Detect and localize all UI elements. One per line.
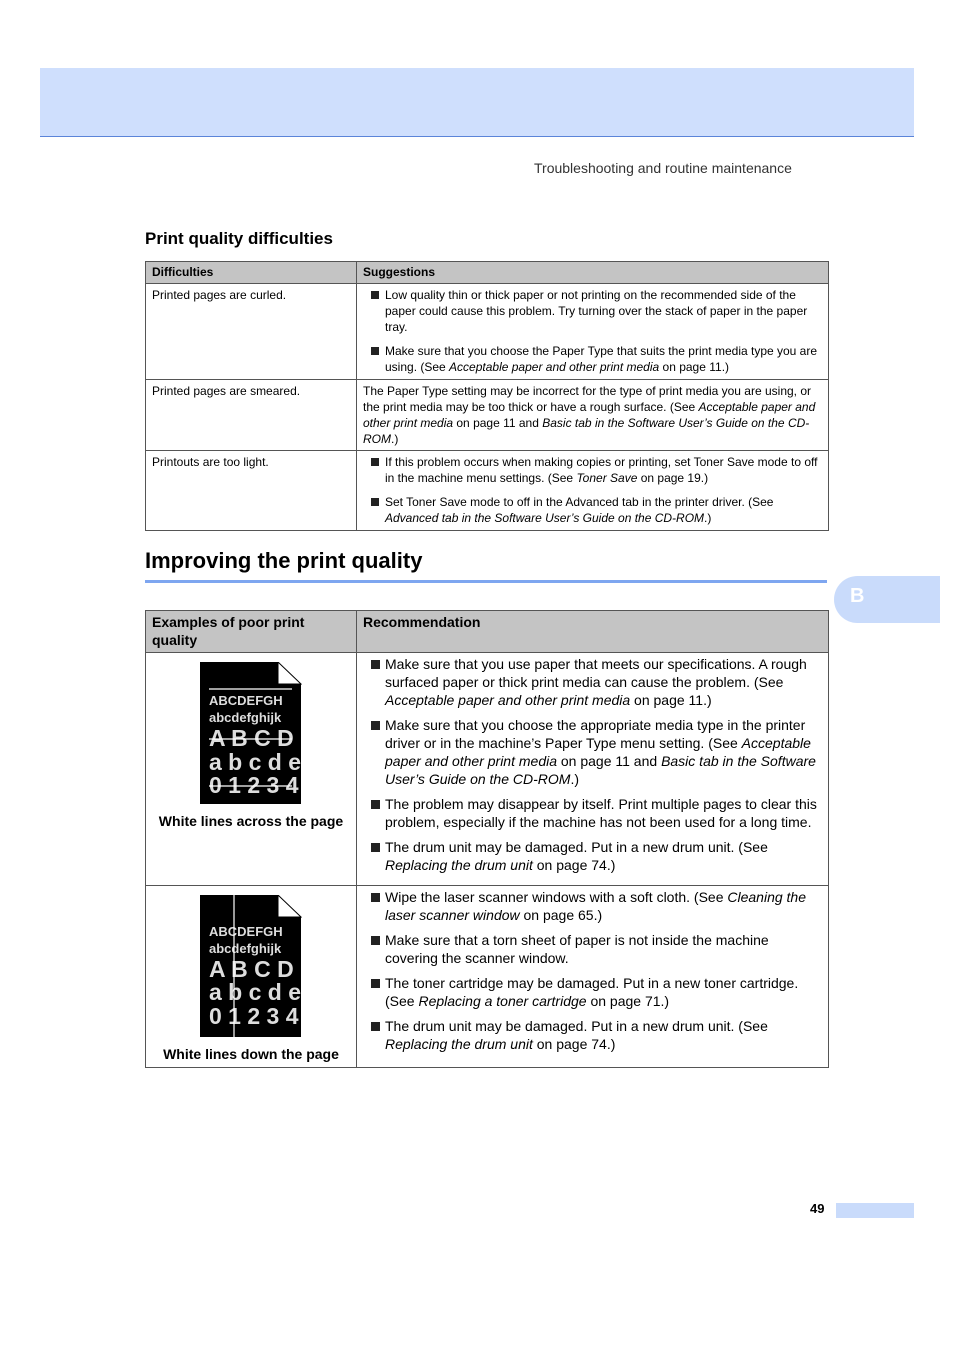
suggestion-cell <box>357 451 829 531</box>
table-row <box>146 451 829 531</box>
item-text: .) <box>704 511 712 525</box>
suggestion-cell <box>357 284 829 380</box>
difficulty-cell: Printed pages are smeared. <box>146 380 357 451</box>
item-text: Make sure that a torn sheet of paper is not inside the machine covering the scanner window. <box>385 932 769 966</box>
item-text: on page 71.) <box>586 993 670 1009</box>
item-text: on page 74.) <box>532 1036 616 1052</box>
list-item <box>363 716 822 788</box>
cross-reference: Acceptable paper and other print media <box>385 692 631 708</box>
sample-text-line: A B C D <box>209 956 294 982</box>
table-row <box>146 886 829 1068</box>
cross-reference: Replacing the drum unit <box>385 1036 533 1052</box>
page-number: 49 <box>810 1201 825 1216</box>
cross-reference: Replacing the drum unit <box>385 857 533 873</box>
item-text: Make sure that you choose the Paper Type that suits the print media type you are using. (See <box>385 344 818 374</box>
chapter-tab-label: B <box>850 585 865 607</box>
suggestion-list <box>363 287 822 375</box>
item-text: on page 74.) <box>532 857 616 873</box>
cross-reference: Advanced tab in the Software User’s Guide on the CD-ROM <box>385 511 705 525</box>
item-text: Set Toner Save mode to off in the Advanced tab in the printer driver. (See <box>385 495 774 509</box>
list-item <box>363 795 822 831</box>
sample-text-line: a b c d e <box>209 749 302 775</box>
list-item <box>363 974 822 1010</box>
example-caption: White lines down the page <box>163 1046 339 1062</box>
cross-reference: Acceptable paper and other print media <box>385 735 811 769</box>
table-header-row <box>146 611 829 653</box>
table-row <box>146 380 829 451</box>
item-text: If this problem occurs when making copies or printing, set Toner Save mode to off in the machine menu settings. (See <box>385 455 818 485</box>
suggestion-list <box>363 454 822 526</box>
item-text: The drum unit may be damaged. Put in a new drum unit. (See <box>385 1018 768 1034</box>
item-text: on page 65.) <box>519 907 603 923</box>
example-caption: White lines across the page <box>158 813 344 829</box>
item-text: on page 11 and <box>453 416 543 430</box>
difficulties-table <box>145 261 829 531</box>
sample-text-line: 0 1 2 3 4 <box>209 1003 299 1029</box>
list-item <box>363 454 822 486</box>
table-row <box>146 653 829 886</box>
recommendation-table <box>145 610 829 1068</box>
item-text: Make sure that you use paper that meets our specifications. A rough surfaced paper or thick print media can cause the problem. (See <box>385 656 807 690</box>
list-item <box>363 343 822 375</box>
item-text: on page 19.) <box>637 471 709 485</box>
heading-rule <box>145 580 827 583</box>
cross-reference: Basic tab in the Software User’s Guide on the CD-ROM <box>385 753 816 787</box>
section-heading-print-quality-difficulties: Print quality difficulties <box>145 229 333 248</box>
list-item <box>363 931 822 967</box>
chapter-tab <box>834 576 940 623</box>
list-item <box>363 1017 822 1053</box>
list-item: Low quality thin or thick paper or not printing on the recommended side of the paper could cause this problem. Try turning over the stack of paper in the paper tray. <box>363 287 822 335</box>
column-header-difficulties: Difficulties <box>146 262 357 284</box>
difficulty-cell: Printed pages are curled. <box>146 284 357 380</box>
recommendation-cell <box>357 886 829 1068</box>
sample-text-line: ABCDEFGH <box>209 924 283 939</box>
recommendation-list <box>363 888 822 1053</box>
column-header-recommendation: Recommendation <box>357 611 829 653</box>
item-text: Wipe the laser scanner windows with a soft cloth. (See <box>385 889 728 905</box>
list-item <box>363 494 822 526</box>
page-number-bar <box>836 1203 914 1218</box>
item-text: .) <box>391 432 399 446</box>
item-text: on page 11 and <box>557 753 662 769</box>
item-text: The drum unit may be damaged. Put in a new drum unit. (See <box>385 839 768 855</box>
sample-text-line: a b c d e <box>209 979 302 1005</box>
list-item <box>363 655 822 709</box>
cross-reference: Acceptable paper and other print media <box>449 360 660 374</box>
recommendation-cell <box>357 653 829 886</box>
item-text: .) <box>570 771 579 787</box>
item-text: The toner cartridge may be damaged. Put in a new toner cartridge. (See <box>385 975 799 1009</box>
list-item <box>363 888 822 924</box>
table-header-row <box>146 262 829 284</box>
item-text: Make sure that you choose the appropriate media type in the printer driver or in the machine’s Paper Type menu setting. (See <box>385 717 806 751</box>
example-cell <box>146 886 357 1068</box>
cross-reference: Toner Save <box>576 471 638 485</box>
sample-text-line: abcdefghijk <box>209 710 282 725</box>
item-text: on page 11.) <box>630 692 712 708</box>
section-heading-improving-print-quality: Improving the print quality <box>145 548 423 573</box>
sample-text-line: abcdefghijk <box>209 941 282 956</box>
cross-reference: Basic tab in the Software User’s Guide on the CD-ROM <box>363 416 810 446</box>
recommendation-list <box>363 655 822 874</box>
suggestion-cell <box>357 380 829 451</box>
example-cell <box>146 653 357 886</box>
table-row <box>146 284 829 380</box>
sample-text-line: A B C D <box>209 725 294 751</box>
white-lines-down-sample-image <box>200 895 302 1038</box>
difficulty-cell: Printouts are too light. <box>146 451 357 531</box>
item-text: The problem may disappear by itself. Print multiple pages to clear this problem, especially if the machine has not been used for a long time. <box>385 796 817 830</box>
cross-reference: Acceptable paper and other print media <box>363 400 816 430</box>
column-header-examples: Examples of poor print quality <box>146 611 357 653</box>
item-text: The Paper Type setting may be incorrect for the type of print media you are using, or the print media may be too thick or have a rough surface. (See <box>363 384 812 414</box>
item-text: on page 11.) <box>659 360 730 374</box>
cross-reference: Cleaning the laser scanner window <box>385 889 807 923</box>
running-head: Troubleshooting and routine maintenance <box>534 160 792 176</box>
top-banner <box>40 68 914 137</box>
cross-reference: Replacing a toner cartridge <box>418 993 587 1009</box>
sample-text-line: ABCDEFGH <box>209 693 283 708</box>
white-lines-across-sample-image <box>200 662 302 805</box>
list-item <box>363 838 822 874</box>
sample-text-line: 0 1 2 3 4 <box>209 772 299 798</box>
column-header-suggestions: Suggestions <box>357 262 829 284</box>
